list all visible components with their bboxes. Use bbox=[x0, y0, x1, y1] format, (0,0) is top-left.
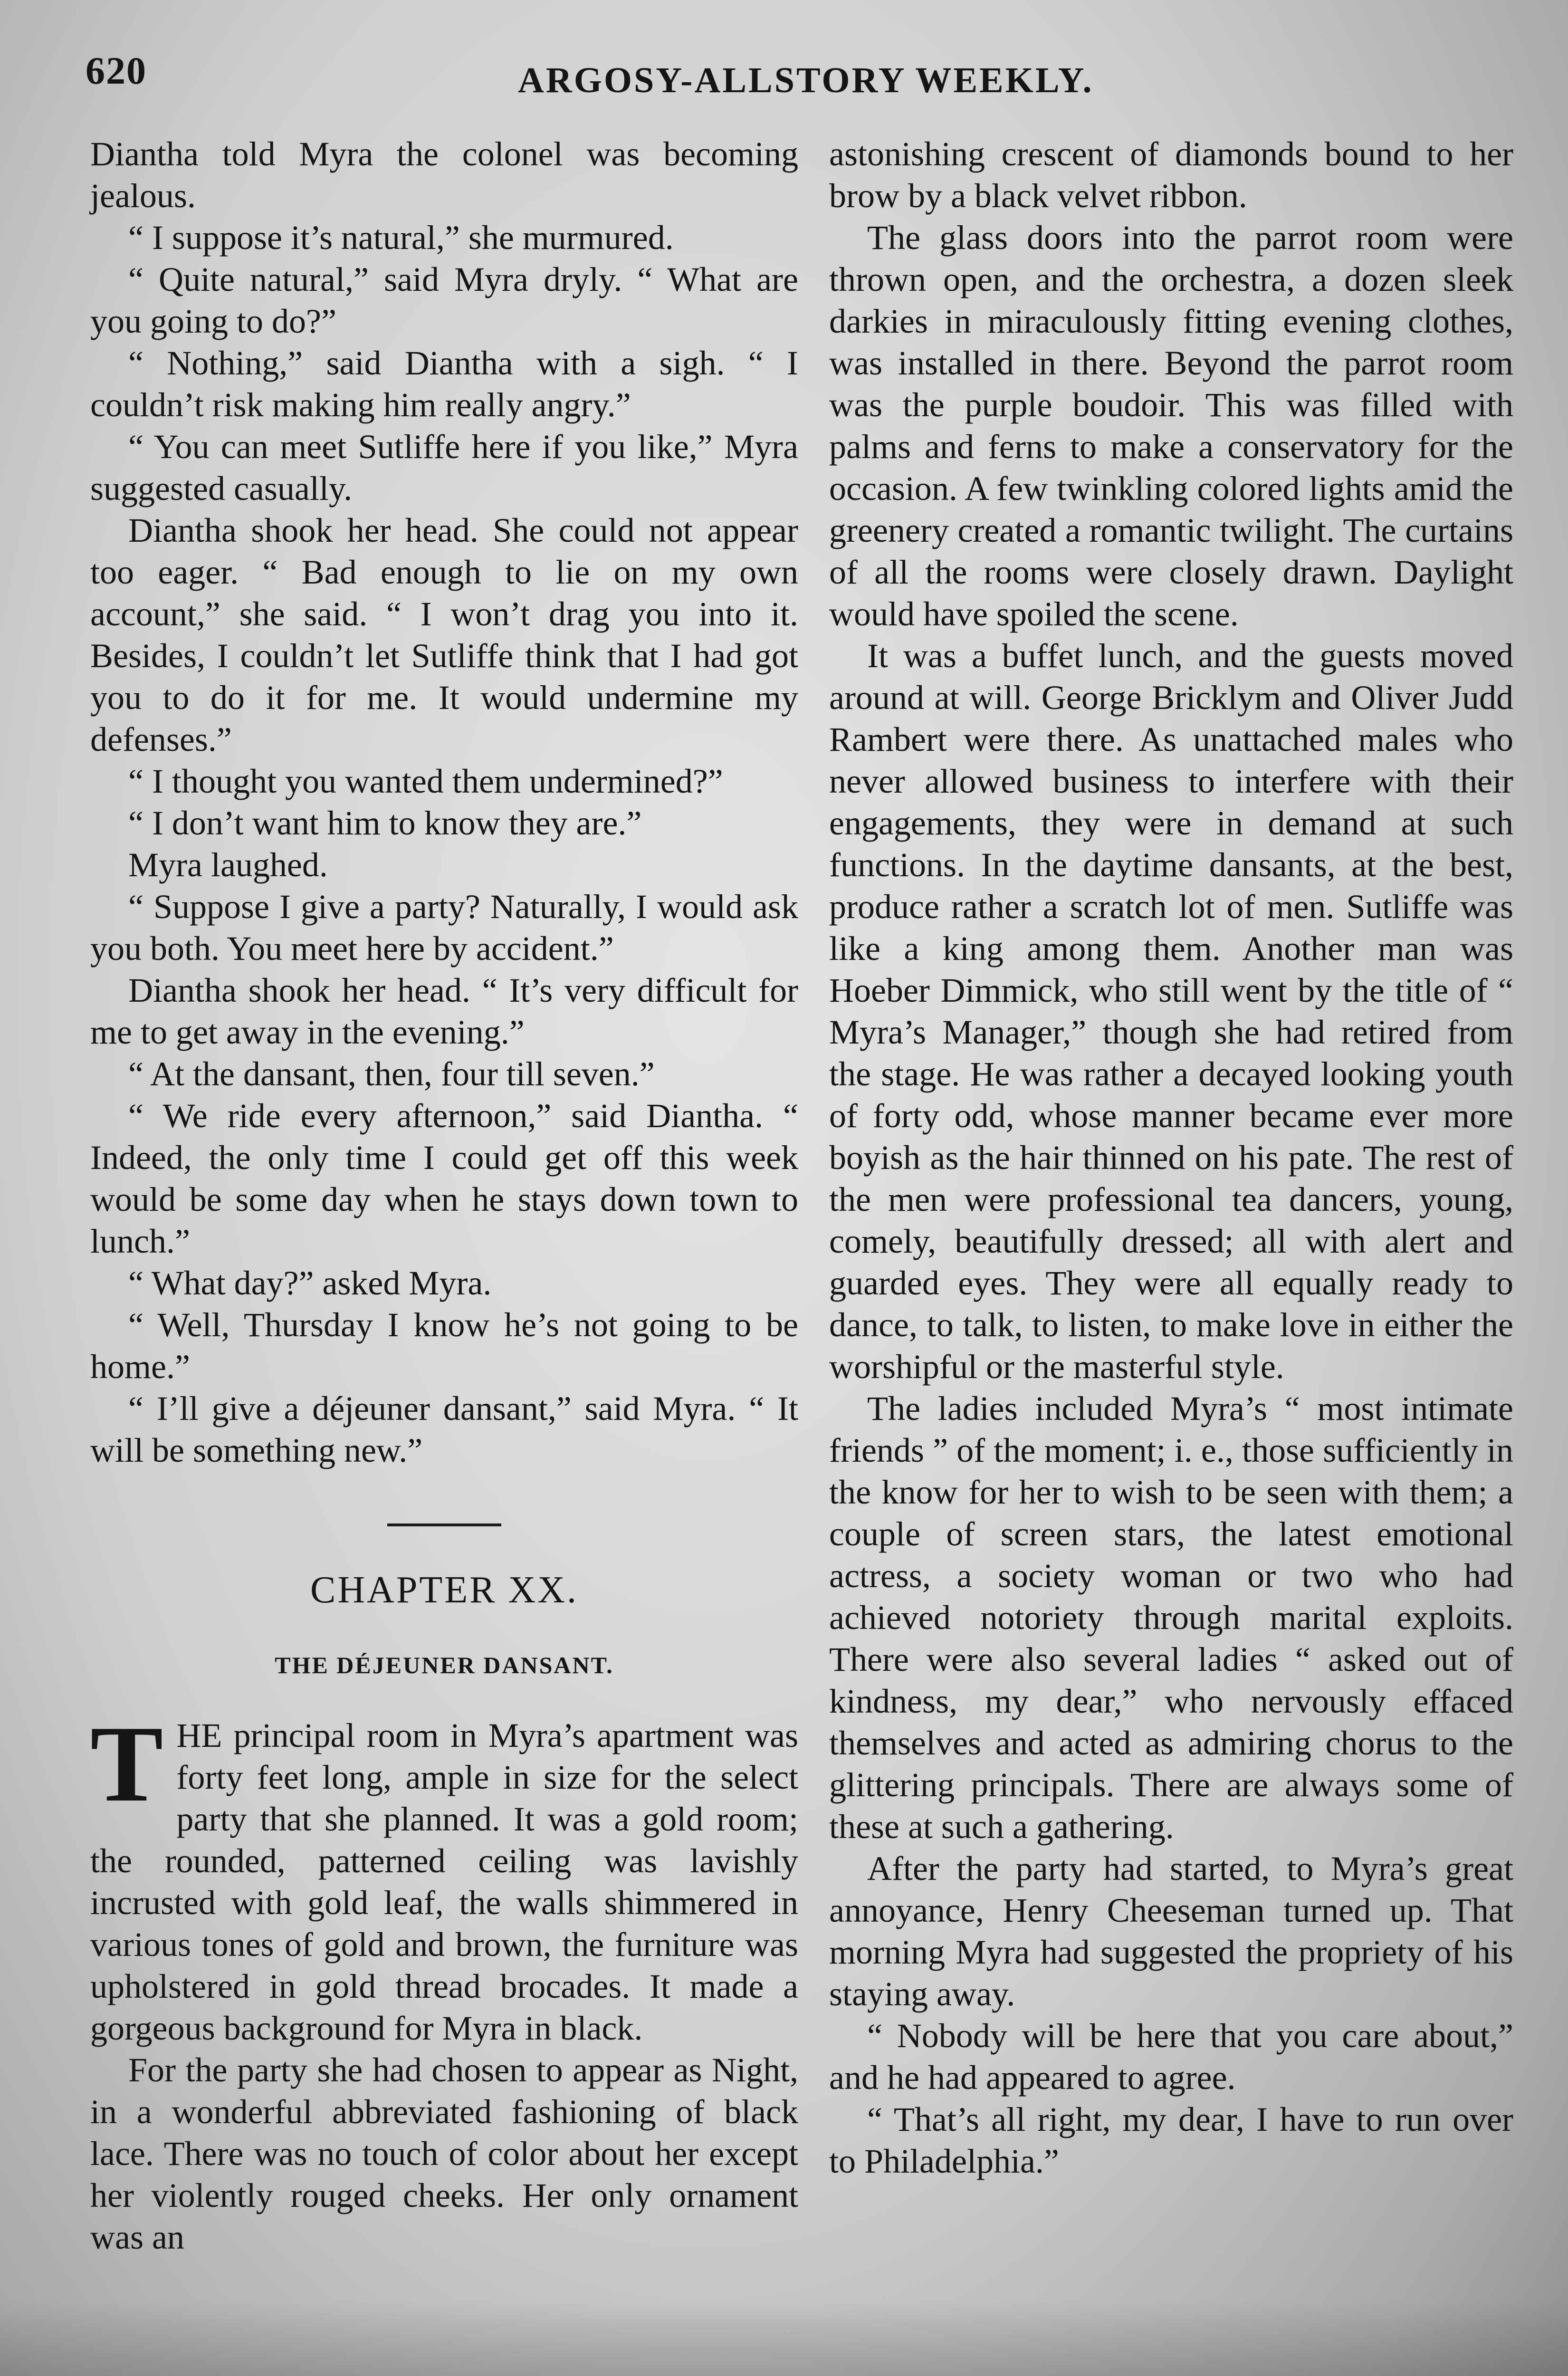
right-column bbox=[829, 133, 1513, 2182]
paragraph: Diantha shook her head. She could not appear too eager. “ Bad enough to lie on my own account,” she said. “ I won’t drag you into it. Besides, I couldn’t let Sutliffe think that I had got you to do it for me. It would undermine my defenses.” bbox=[90, 511, 798, 758]
paragraph: “ At the dansant, then, four till seven.” bbox=[128, 1055, 655, 1093]
paragraph: “ Nothing,” said Diantha with a sigh. “ I couldn’t risk making him really angry.” bbox=[90, 344, 798, 424]
page-number: 620 bbox=[86, 49, 147, 92]
paragraph: “ Quite natural,” said Myra dryly. “ What are you going to do?” bbox=[90, 260, 798, 340]
chapter-opening-paragraph bbox=[90, 1703, 798, 2049]
paragraph: “ That’s all right, my dear, I have to run over to Philadelphia.” bbox=[829, 2100, 1513, 2180]
paragraph: “ I thought you wanted them undermined?” bbox=[128, 762, 723, 800]
paragraph: Diantha shook her head. “ It’s very difficult for me to get away in the evening.” bbox=[90, 971, 798, 1051]
page-header bbox=[86, 44, 1501, 110]
paragraph: “ I don’t want him to know they are.” bbox=[128, 804, 642, 842]
paragraph: Diantha told Myra the colonel was becoming jealous. bbox=[90, 135, 798, 215]
left-column bbox=[90, 133, 798, 2258]
paragraph: Myra laughed. bbox=[128, 846, 328, 884]
paragraph-text: HE principal room in Myra’s apartment was forty feet long, ample in size for the select party that she planned. It was a gold room; the rounded, patterned ceiling was lavishly incrusted with gold leaf, the walls shimmered in various tones of gold and brown, the furniture was upholstered in gold thread brocades. It made a gorgeous background for Myra in black. bbox=[90, 1716, 798, 2047]
paragraph: astonishing crescent of diamonds bound to her brow by a black velvet ribbon. bbox=[829, 135, 1513, 215]
chapter-heading: CHAPTER XX. bbox=[310, 1569, 579, 1611]
paragraph: “ We ride every afternoon,” said Diantha. “ Indeed, the only time I could get off this week would be some day when he stays down town to lunch.” bbox=[90, 1097, 798, 1260]
paragraph: “ What day?” asked Myra. bbox=[128, 1264, 492, 1302]
paragraph: After the party had started, to Myra’s great annoyance, Henry Cheeseman turned up. That morning Myra had suggested the propriety of his staying away. bbox=[829, 1849, 1513, 2013]
paragraph: “ I’ll give a déjeuner dansant,” said Myra. “ It will be something new.” bbox=[90, 1389, 798, 1469]
paragraph: “ I suppose it’s natural,” she murmured. bbox=[128, 219, 674, 257]
running-head: ARGOSY-ALLSTORY WEEKLY. bbox=[518, 60, 1094, 100]
scan-shadow bbox=[0, 2300, 1568, 2376]
paragraph: “ Nobody will be here that you care about,” and he had appeared to agree. bbox=[829, 2017, 1513, 2097]
chapter-subtitle: THE DÉJEUNER DANSANT. bbox=[275, 1652, 614, 1678]
paragraph: For the party she had chosen to appear as Night, in a wonderful abbreviated fashioning of black lace. There was no touch of color about her except her violently rouged cheeks. Her only ornament was an bbox=[90, 2051, 798, 2256]
paragraph: The ladies included Myra’s “ most intimate friends ” of the moment; i. e., those sufficiently in the know for her to wish to be seen with them; a couple of screen stars, the latest emotional actress, a society woman or two who had achieved notoriety through marital exploits. There were also several ladies “ asked out of kindness, my dear,” who nervously effaced themselves and acted as admiring chorus to the glittering principals. There are always some of these at such a gathering. bbox=[829, 1389, 1513, 1846]
drop-cap: T bbox=[90, 1703, 163, 1824]
paragraph: It was a buffet lunch, and the guests moved around at will. George Bricklym and Oliver Judd Rambert were there. As unattached males who never allowed business to interfere with their engagements, they were in demand at such functions. In the daytime dansants, at the best, produce rather a scratch lot of men. Sutliffe was like a king among them. Another man was Hoeber Dimmick, who still went by the title of “ Myra’s Manager,” though she had retired from the stage. He was rather a decayed looking youth of forty odd, whose manner became ever more boyish as the hair thinned on his pate. The rest of the men were professional tea dancers, young, comely, beautifully dressed; all with alert and guarded eyes. They were all equally ready to dance, to talk, to listen, to make love in either the worshipful or the masterful style. bbox=[829, 637, 1513, 1386]
paragraph: “ Well, Thursday I know he’s not going to be home.” bbox=[90, 1306, 798, 1386]
paragraph: “ You can meet Sutliffe here if you like,” Myra suggested casually. bbox=[90, 428, 798, 508]
paragraph: “ Suppose I give a party? Naturally, I would ask you both. You meet here by accident.” bbox=[90, 888, 798, 968]
section-divider bbox=[387, 1523, 501, 1526]
paragraph: The glass doors into the parrot room were thrown open, and the orchestra, a dozen sleek darkies in miraculously fitting evening clothes, was installed in there. Beyond the parrot room was the purple boudoir. This was filled with palms and ferns to make a conservatory for the occasion. A few twinkling colored lights amid the greenery created a romantic twilight. The curtains of all the rooms were closely drawn. Daylight would have spoiled the scene. bbox=[829, 219, 1513, 633]
